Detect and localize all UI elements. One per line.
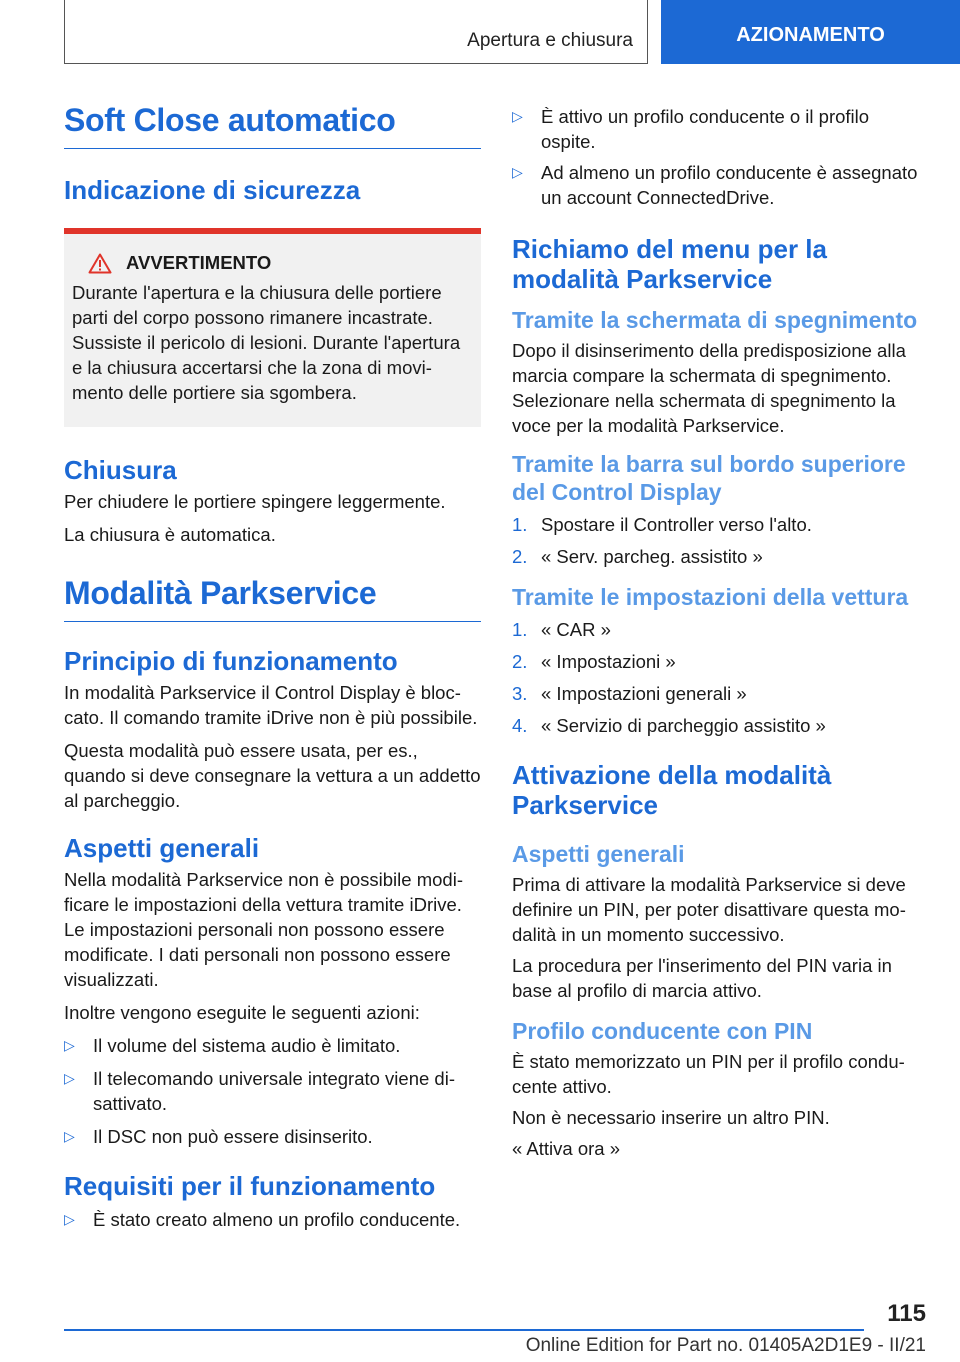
heading-safety: Indicazione di sicurezza (64, 175, 361, 205)
bar-steps-list (512, 512, 928, 569)
page-number: 115 (887, 1300, 926, 1327)
activation-paragraph-1: Prima di attivare la modalità Parkservice si deve definire un PIN, per poter disattivare questa modalità in un momento successivo. (512, 874, 906, 945)
principle-paragraph-1: In modalità Parkservice il Control Display è bloccato. Il comando tramite iDrive non è più possibile. (64, 682, 478, 728)
heading-general: Aspetti generali (64, 833, 260, 863)
header-section-title: Apertura e chiusura (467, 30, 633, 51)
footer-edition: Online Edition for Part no. 01405A2D1E9 - II/21 (525, 1335, 926, 1356)
triangle-bullet-icon: ▷ (512, 164, 523, 180)
requirements-list-continued (512, 104, 928, 210)
actions-list (64, 1033, 481, 1149)
closing-paragraph-2: La chiusura è automatica. (64, 524, 276, 545)
header-frame (64, 0, 648, 64)
list-item: ▷ Il telecomando universale integrato viene disattivato. (64, 1068, 455, 1114)
pin-paragraph-3: « Attiva ora » (512, 1138, 620, 1159)
heading-requirements: Requisiti per il funzionamento (64, 1171, 436, 1201)
triangle-bullet-icon: ▷ (512, 108, 523, 124)
list-item: 2. « Serv. parcheg. assistito » (512, 546, 763, 567)
heading-closing: Chiusura (64, 455, 177, 485)
warning-triangle-icon (88, 253, 112, 274)
triangle-bullet-icon: ▷ (64, 1211, 75, 1227)
right-column (512, 102, 928, 1161)
heading-menu: Richiamo del menu per la modalità Parkservice (512, 234, 827, 294)
list-item: 1. « CAR » (512, 619, 611, 640)
triangle-bullet-icon: ▷ (64, 1070, 75, 1086)
triangle-bullet-icon: ▷ (64, 1037, 75, 1053)
footer-rule (64, 1329, 864, 1331)
header-chapter-label: AZIONAMENTO (736, 23, 885, 46)
heading-vehicle-settings: Tramite le impostazioni della vettura (512, 584, 909, 610)
title-parkservice: Modalità Parkservice (64, 575, 481, 622)
shutdown-paragraph: Dopo il disinserimento della predisposizione alla marcia compare la schermata di spegnimento. Selezionare nella schermata di spegnimento la voce per la modalità Parkservice. (512, 340, 906, 436)
general-paragraph-1: Nella modalità Parkservice non è possibile modificare le impostazioni della vettura tramite iDrive. Le impostazioni personali non possono essere modificate. I dati personali non possono essere visualizzati. (64, 869, 463, 990)
heading-activation-general: Aspetti generali (512, 841, 685, 867)
triangle-bullet-icon: ▷ (64, 1128, 75, 1144)
list-item: ▷ Il volume del sistema audio è limitato. (64, 1035, 401, 1056)
principle-paragraph-2: Questa modalità può essere usata, per es., quando si deve consegnare la vettura a un addetto al parcheggio. (64, 740, 481, 811)
closing-paragraph-1: Per chiudere le portiere spingere leggermente. (64, 491, 446, 512)
heading-activation: Attivazione della modalità Parkservice (512, 760, 832, 820)
pin-paragraph-2: Non è necessario inserire un altro PIN. (512, 1107, 830, 1128)
list-item: ▷ Il DSC non può essere disinserito. (64, 1126, 373, 1147)
activation-paragraph-2: La procedura per l'inserimento del PIN varia in base al profilo di marcia attivo. (512, 955, 892, 1001)
heading-pin-profile: Profilo conducente con PIN (512, 1018, 813, 1044)
list-item: ▷ È stato creato almeno un profilo conducente. (64, 1209, 461, 1230)
list-item: 1. Spostare il Controller verso l'alto. (512, 514, 812, 535)
heading-principle: Principio di funzionamento (64, 646, 398, 676)
title-soft-close: Soft Close automatico (64, 102, 481, 149)
warning-title-row (72, 252, 471, 274)
heading-top-bar: Tramite la barra sul bordo superiore del Control Display (512, 451, 906, 505)
list-item: ▷ Ad almeno un profilo conducente è assegnato un account ConnectedDrive. (512, 162, 918, 208)
left-column (64, 102, 481, 1232)
list-item: 2. « Impostazioni » (512, 651, 676, 672)
warning-title: AVVERTIMENTO (126, 252, 272, 273)
list-item: 4. « Servizio di parcheggio assistito » (512, 715, 826, 736)
heading-shutdown-screen: Tramite la schermata di spegnimento (512, 307, 918, 333)
requirements-list (64, 1207, 481, 1232)
header-chapter-tab (661, 0, 960, 64)
general-paragraph-2: Inoltre vengono eseguite le seguenti azioni: (64, 1002, 420, 1023)
pin-paragraph-1: È stato memorizzato un PIN per il profilo conducente attivo. (512, 1051, 905, 1097)
list-item: 3. « Impostazioni generali » (512, 683, 747, 704)
warning-text: Durante l'apertura e la chiusura delle portiere parti del corpo possono rimanere incastrate. Sussiste il pericolo di lesioni. Durante l'apertura e la chiusura accertarsi che la zona di movimento delle portiere sia sgombera. (72, 282, 461, 403)
list-item: ▷ È attivo un profilo conducente o il profilo ospite. (512, 106, 870, 152)
settings-steps-list (512, 617, 928, 738)
warning-box (64, 228, 481, 427)
